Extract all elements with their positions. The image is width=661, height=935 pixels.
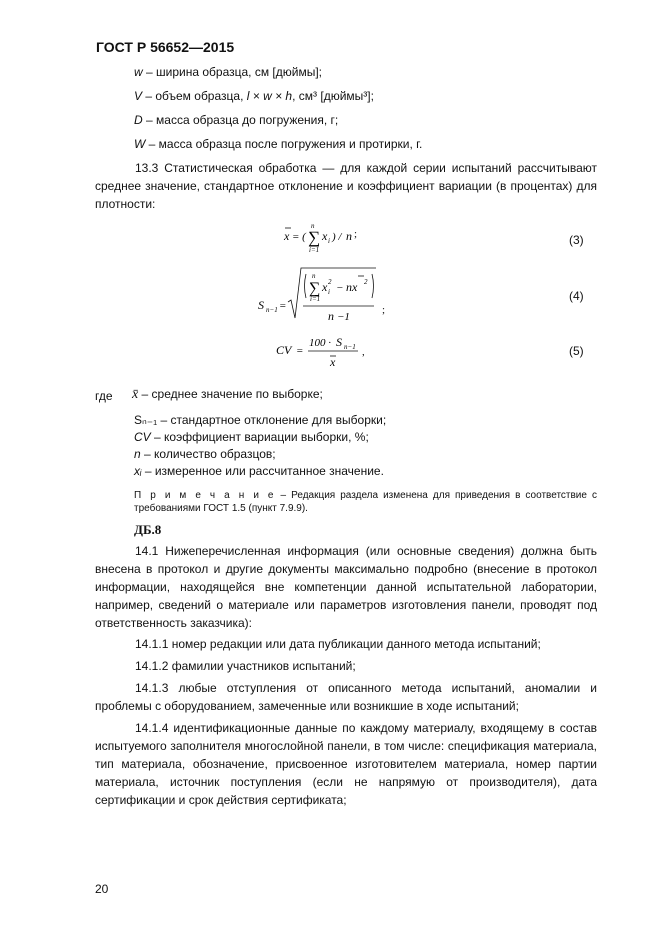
formula-mean-svg [284,223,404,263]
page-header: ГОСТ Р 56652—2015 [96,39,235,55]
def-w: w – ширина образца, см [дюймы]; [134,65,322,79]
svg-text:nx: nx [346,280,358,294]
formula-cv [276,333,386,373]
paragraph-13-3: 13.3 Статистическая обработка — для каждой серии испытаний рассчитывают среднее значение, стандартное отклонение и коэффициент вариации (в процентах) для плотности: [95,161,597,211]
paragraph-14-1-2: 14.1.2 фамилии участников испытаний; [135,659,356,673]
formula-5-sep: , [362,346,365,358]
svg-text:x: x [330,355,336,369]
svg-text:= (: = ( [292,231,306,243]
paragraph-14-1: 14.1 Нижеперечисленная информация (или основные сведения) должна быть внесена в протокол и другие документы максимально подробно (внесение в протокол информации, находящейся вне компетенции данной испытательной лаборатории, например, сведений о материале или параметров изготовления панели, проводят под ответственность заказчика): [95,544,597,630]
section-heading: ДБ.8 [134,522,162,537]
svg-text:x: x [284,229,290,243]
formula-3-sep: ; [354,228,358,240]
svg-text:100 ·: 100 · [309,337,331,349]
paragraph-14-1-3: 14.1.3 любые отступления от описанного метода испытаний, аномалии и проблемы с оборудованием, замеченные или возникшие в ходе испытаний; [95,681,597,713]
svg-text:S: S [336,335,342,349]
svg-text:i: i [328,288,330,296]
svg-text:x: x [322,229,328,243]
svg-text:n: n [312,272,316,280]
def-w-mass: W – масса образца после погружения и протирки, г. [134,137,423,151]
formula-3-number: (3) [569,233,584,247]
where-item-n: n – количество образцов; [134,447,276,461]
note: П р и м е ч а н и е – Редакция раздела изменена для приведения в соответствие с требованиями ГОСТ 1.5 (пункт 7.9.9). [134,490,597,514]
svg-text:S: S [258,298,264,312]
svg-text:i: i [328,237,330,245]
formula-5-number: (5) [569,344,584,358]
svg-text:n−1: n−1 [266,306,278,314]
svg-text:−1: −1 [337,311,350,323]
formula-4-number: (4) [569,289,584,303]
def-v: V – объем образца, l × w × h, см³ [дюймы³]; [134,89,374,103]
where-item-stddev: Sₙ₋₁ – стандартное отклонение для выборки; [134,413,387,427]
where-item-cv: CV – коэффициент вариации выборки, %; [134,430,369,444]
svg-text:i=1: i=1 [310,295,321,303]
svg-text:−: − [336,282,344,294]
svg-text:n: n [311,222,315,230]
page-number: 20 [95,882,109,896]
svg-text:i=1: i=1 [309,246,320,254]
paragraph-14-1-4: 14.1.4 идентификационные данные по каждому материалу, входящему в состав испытуемого заполнителя многослойной панели, в том числе: спецификация материала, тип материала, обозначение, присвоенное изготовителем материала, номер партии материала, источник поступления (если не напрямую от производителя), дата сертификации и срок действия сертификата; [95,721,597,807]
svg-text:n: n [346,229,352,243]
formula-stddev [258,266,398,326]
svg-text:x: x [322,280,328,294]
svg-text:) /: ) / [332,231,342,243]
svg-text:CV: CV [276,343,292,357]
formula-stddev-svg [258,266,398,326]
where-label: где [95,389,113,403]
where-item-xi: xᵢ – измеренное или рассчитанное значение. [134,464,384,478]
formula-4-sep: ; [382,304,386,316]
svg-text:∑: ∑ [309,280,321,297]
paragraph-14-1-1: 14.1.1 номер редакции или дата публикации данного метода испытаний; [135,637,541,651]
svg-text:=: = [279,300,287,312]
svg-text:n: n [328,309,334,323]
formula-cv-svg [276,333,386,373]
where-item-mean: x̄ – среднее значение по выборке; [132,387,323,402]
svg-text:=: = [296,345,304,357]
svg-text:n−1: n−1 [344,343,356,351]
def-d: D – масса образца до погружения, г; [134,113,339,127]
formula-mean [284,223,404,263]
svg-text:2: 2 [364,278,368,286]
svg-text:2: 2 [328,278,332,286]
svg-text:∑: ∑ [308,228,321,247]
